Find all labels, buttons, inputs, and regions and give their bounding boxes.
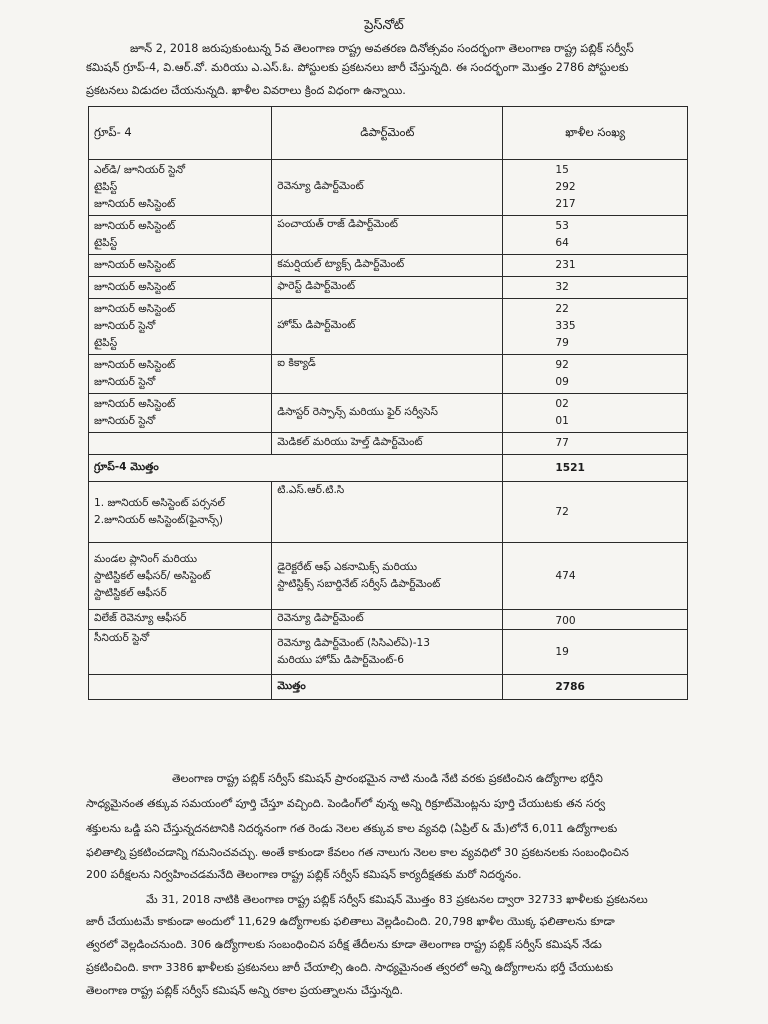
vacancy-count: 64 [555, 237, 569, 249]
vacancy-count: 32 [555, 281, 569, 293]
post-name: టైపిస్ట్ [94, 181, 118, 193]
grand-total-row [89, 675, 688, 700]
table-row [89, 216, 688, 255]
table-row [89, 433, 688, 455]
count-cell [503, 355, 688, 394]
department-cell: మెడికల్ మరియు హెల్త్ డిపార్ట్‌మెంట్ [272, 433, 503, 455]
count-cell: 700 [503, 610, 688, 630]
table-row [89, 299, 688, 355]
post-name: జూనియర్ అసిస్టెంట్ [94, 303, 176, 315]
group4-total-value: 1521 [503, 455, 688, 482]
table-row [89, 543, 688, 610]
count-cell [503, 160, 688, 216]
post-name: జూనియర్ స్టెనో [94, 376, 156, 388]
closing-line: సాధ్యమైనంత తక్కువ సమయంలో పూర్తి చేస్తూ వచ్చింది. పెండింగ్‌లో వున్న అన్ని రిక్రూట్‌మెంట్లను పూర్తి చేయుటకు తన సర్వ [86, 797, 606, 810]
department-cell: ఐ కిక్యాడ్ [272, 355, 503, 394]
post-name: ఎల్‌డి/ జూనియర్ స్టెనో [94, 164, 186, 176]
vacancy-count: 22 [555, 303, 569, 315]
table-row [89, 355, 688, 394]
post-name: జూనియర్ అసిస్టెంట్ [94, 259, 176, 271]
posts-cell [89, 160, 272, 216]
department-cell [272, 543, 503, 610]
closing-line: త్వరలో వెల్లడించనుంది. 306 ఉద్యోగాలకు సంబంధించిన పరీక్ష తేదీలను కూడా తెలంగాణ రాష్ట్ర పబ్లిక్ సర్వీస్ కమిషన్ నేడు [86, 938, 602, 951]
vacancy-count: 231 [555, 259, 576, 271]
department-line: రెవెన్యూ డిపార్ట్‌మెంట్ (సిసిఎల్ఏ)-13 [277, 637, 431, 649]
posts-cell [89, 543, 272, 610]
vacancy-count: 77 [555, 437, 569, 449]
posts-cell [89, 394, 272, 433]
post-name: స్టాటిస్టికల్ ఆఫీసర్ [94, 586, 167, 599]
vacancy-table [88, 106, 688, 700]
intro-line-3: ప్రకటనలు విడుదల చేయనున్నది. ఖాళీల వివరాలు క్రింద విధంగా ఉన్నాయి. [86, 84, 406, 97]
posts-cell [89, 255, 272, 277]
posts-cell [89, 433, 272, 455]
posts-cell [89, 299, 272, 355]
intro-line-2: కమిషన్ గ్రూప్-4, వి.ఆర్.వో. మరియు ఎ.ఎస్.ఓ. పోస్టులకు ప్రకటనలు జారీ చేస్తున్నది. ఈ సందర్భంగా మొత్తం 2786 పోస్టులకు [86, 61, 629, 74]
grand-total-label: మొత్తం [272, 675, 503, 700]
department-cell: హోమ్ డిపార్ట్‌మెంట్ [272, 299, 503, 355]
count-cell [503, 216, 688, 255]
table-row [89, 394, 688, 433]
department-line: స్టాటిస్టిక్స్ సబార్డినేట్ సర్వీస్ డిపార్ట్‌మెంట్ [277, 578, 441, 590]
group4-total-row [89, 455, 688, 482]
closing-line: మే 31, 2018 నాటికి తెలంగాణ రాష్ట్ర పబ్లిక్ సర్వీస్ కమిషన్ మొత్తం 83 ప్రకటనల ద్వారా 32733 ఖాళీలకు ప్రకటనలు [146, 893, 648, 906]
department-cell: డిసాస్టర్ రెస్పాన్స్ మరియు ఫైర్ సర్వీసెస్ [272, 394, 503, 433]
posts-cell [89, 216, 272, 255]
count-cell: 474 [503, 543, 688, 610]
posts-cell [89, 277, 272, 299]
count-cell [503, 433, 688, 455]
vacancy-count: 09 [555, 376, 569, 388]
post-name: జూనియర్ అసిస్టెంట్ [94, 281, 176, 293]
vacancy-count: 15 [555, 164, 569, 176]
closing-line: జారీ చేయుటమే కాకుండా అందులో 11,629 ఉద్యోగాలకు ఫలితాలు వెల్లడించింది. 20,798 ఖాళీల యొక్క ఫలితాలను కూడా [86, 915, 615, 928]
post-name: 2.జూనియర్ అసిస్టెంట్(ఫైనాన్స్) [94, 514, 223, 526]
closing-line: ప్రకటించింది. కాగా 3386 ఖాళీలకు ప్రకటనలు జారీ చేయాల్సి ఉంది. సాధ్యమైనంత త్వరలో అన్ని ఉద్యోగాలను భర్తీ చేయుటకు [86, 961, 614, 974]
post-name: జూనియర్ స్టెనో [94, 320, 156, 332]
header-group4: గ్రూప్- 4 [89, 107, 272, 160]
post-name: జూనియర్ అసిస్టెంట్ [94, 398, 176, 410]
vacancy-count: 01 [555, 415, 569, 427]
department-line: డైరెక్టరేట్ ఆఫ్ ఎకనామిక్స్ మరియు [277, 561, 418, 573]
table-row [89, 482, 688, 543]
vacancy-count: 02 [555, 398, 569, 410]
department-cell [272, 630, 503, 675]
closing-line: శక్తులను ఒడ్డి పని చేస్తున్నదనటానికి నిదర్శనంగా గత రెండు నెలల తక్కువ కాల వ్యవధి (ఏప్రిల్ & మే)లోనే 6,011 ఉద్యోగాలకు [86, 822, 618, 835]
vacancy-count: 53 [555, 220, 569, 232]
count-cell [503, 299, 688, 355]
count-cell [503, 255, 688, 277]
closing-line: 200 పరీక్షలను నిర్వహించడమనేది తెలంగాణ రాష్ట్ర పబ్లిక్ సర్వీస్ కమిషన్ కార్యదీక్షతకు మరో నిదర్శనం. [86, 868, 522, 881]
empty-cell [89, 675, 272, 700]
closing-line: తెలంగాణ రాష్ట్ర పబ్లిక్ సర్వీస్ కమిషన్ ప్రారంభమైన నాటి నుండి నేటి వరకు ప్రకటించిన ఉద్యోగాల భర్తీని [172, 772, 603, 785]
department-cell: రెవెన్యూ డిపార్ట్‌మెంట్ [272, 610, 503, 630]
post-name: మండల ప్లానింగ్ మరియు [94, 552, 198, 565]
post-name: విలేజ్ రెవెన్యూ ఆఫీసర్ [89, 610, 272, 630]
count-cell [503, 394, 688, 433]
post-name: జూనియర్ స్టెనో [94, 415, 156, 427]
count-cell: 72 [503, 482, 688, 543]
post-name: టైపిస్ట్ [94, 337, 118, 349]
vacancy-count: 292 [555, 181, 576, 193]
department-line: మరియు హోమ్ డిపార్ట్‌మెంట్-6 [277, 654, 404, 666]
posts-cell [89, 355, 272, 394]
group4-total-label: గ్రూప్-4 మొత్తం [89, 455, 503, 482]
table-row [89, 277, 688, 299]
vacancy-count: 217 [555, 198, 576, 210]
closing-line: ఫలితాల్ని ప్రకటించడాన్ని గమనించవచ్చు. అంతే కాకుండా కేవలం గత నాలుగు నెలల కాల వ్యవధిలో 30 ప్రకటనలకు సంబంధించిన [86, 846, 629, 859]
post-name: జూనియర్ అసిస్టెంట్ [94, 198, 176, 210]
department-cell: రెవెన్యూ డిపార్ట్‌మెంట్ [272, 160, 503, 216]
intro-line-1: జూన్ 2, 2018 జరుపుకుంటున్న 5వ తెలంగాణ రాష్ట్ర అవతరణ దినోత్సవం సందర్భంగా తెలంగాణ రాష్ట్ర పబ్లిక్ సర్వీస్ [130, 42, 634, 55]
post-name: స్టాటిస్టికల్ ఆఫీసర్/ అసిస్టెంట్ [94, 569, 211, 582]
post-name: జూనియర్ అసిస్టెంట్ [94, 220, 176, 232]
table-row [89, 630, 688, 675]
table-row [89, 255, 688, 277]
post-name: జూనియర్ అసిస్టెంట్ [94, 359, 176, 371]
vacancy-count: 79 [555, 337, 569, 349]
department-cell: ఫారెస్ట్ డిపార్ట్‌మెంట్ [272, 277, 503, 299]
grand-total-value: 2786 [503, 675, 688, 700]
table-row [89, 610, 688, 630]
vacancy-count: 92 [555, 359, 569, 371]
vacancy-count: 335 [555, 320, 576, 332]
table-header-row [89, 107, 688, 160]
post-name: సీనియర్ స్టెనో [89, 630, 272, 675]
department-cell: కమర్షియల్ ట్యాక్స్ డిపార్ట్‌మెంట్ [272, 255, 503, 277]
count-cell [503, 277, 688, 299]
header-department: డిపార్ట్‌మెంట్ [272, 107, 503, 160]
post-name: టైపిస్ట్ [94, 237, 118, 249]
department-cell: పంచాయత్ రాజ్ డిపార్ట్‌మెంట్ [272, 216, 503, 255]
header-vacancies: ఖాళీల సంఖ్య [503, 107, 688, 160]
department-cell: టి.ఎస్.ఆర్.టి.సి [272, 482, 503, 543]
table-row [89, 160, 688, 216]
page-title: ప్రెస్‌నోట్ [364, 18, 404, 33]
post-name: 1. జూనియర్ అసిస్టెంట్ పర్సనల్ [94, 497, 225, 509]
posts-cell [89, 482, 272, 543]
closing-line: తెలంగాణ రాష్ట్ర పబ్లిక్ సర్వీస్ కమిషన్ అన్ని రకాల ప్రయత్నాలను చేస్తున్నది. [86, 984, 403, 997]
count-cell: 19 [503, 630, 688, 675]
